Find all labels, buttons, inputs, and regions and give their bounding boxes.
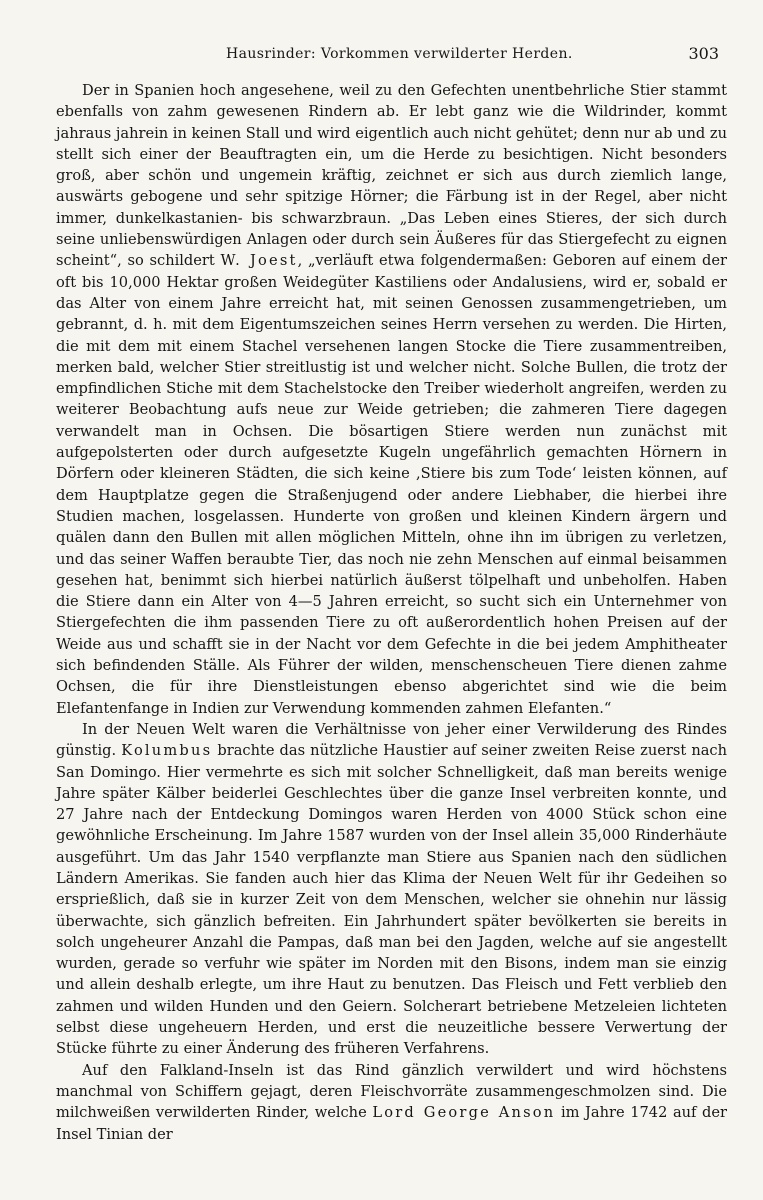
paragraph-falkland-islands [56,1060,727,1145]
running-head-title: Hausrinder: Vorkommen verwilderter Herden. [226,46,573,62]
paragraph-text: , „verläuft etwa folgendermaßen: Geboren auf einem der oft bis 10,000 Hektar großen Weidegüter Kastiliens oder Andalusiens, wird er, sobald er das Alter von einem Jahre erreicht hat, mit seinen Genossen zusammengetrieben, um gebrannt, d. h. mit dem Eigentumszeichen seines Herrn versehen zu werden. Die Hirten, die mit dem mit einem Stachel versehenen langen Stocke die Tiere zusammentreiben, merken bald, welcher Stier streitlustig ist und welcher nicht. Solche Bullen, die trotz der empfindlichen Stiche mit dem Stachelstocke den Treiber wiederholt angreifen, werden zu weiterer Beobachtung aufs neue zur Weide getrieben; die zahmeren Tiere dagegen verwandelt man in Ochsen. Die bösartigen Stiere werden nun zunächst mit aufgepolsterten oder durch aufgesetzte Kugeln ungefährlich gemachten Hörnern in Dörfern oder kleineren Städten, die sich keine ‚Stiere bis zum Tode‘ leisten können, auf dem Hauptplatze gegen die Straßenjugend oder andere Liebhaber, die hierbei ihre Studien machen, losgelassen. Hunderte von großen und kleinen Kindern ärgern und quälen dann den Bullen mit allen möglichen Mitteln, ohne ihn im übrigen zu verletzen, und das seiner Waffen beraubte Tier, das noch nie zehn Menschen auf einmal beisammen gesehen hat, benimmt sich hierbei natürlich äußerst tölpelhaft und unbeholfen. Haben die Stiere dann ein Alter von 4—5 Jahren erreicht, so sucht sich ein Unternehmer von Stiergefechten die ihm passenden Tiere zu oft außerordentlich hohen Preisen auf der Weide aus und schafft sie in der Nacht vor dem Gefechte in die bei jedem Amphitheater sich befindenden Ställe. Als Führer der wilden, menschenscheuen Tiere dienen zahme Ochsen, die für ihre Dienstleistungen ebenso abgerichtet sind wie die beim Elefantenfange in Indien zur Verwendung kommenden zahmen Elefanten.“ [56,252,728,717]
person-name: Kolumbus [121,742,213,760]
paragraph-text: im Jahre 1742 auf der Insel Tinian der [56,1104,728,1143]
paragraph-spanish-fighting-bull [56,80,727,719]
paragraph-text: Der in Spanien hoch angesehene, weil zu den Gefechten unentbehrliche Stier stammt ebenfalls von zahm gewesenen Rindern ab. Er lebt ganz wie die Wildrinder, kommt jahraus jahrein in keinen Stall und wird eigentlich auch nicht gehütet; denn nur ab und zu stellt sich einer der Beauftragten ein, um die Herde zu besichtigen. Nicht besonders groß, aber schön und ungemein kräftig, zeichnet er sich aus durch ziemlich lange, auswärts gebogene und sehr spitzige Hörner; die Färbung ist in der Regel, aber nicht immer, dunkelkastanien- bis schwarzbraun. „Das Leben eines Stieres, der sich durch seine unliebenswürdigen Anlagen oder durch sein Äußeres für das Stiergefecht zu eignen scheint“, so schildert [56,82,727,270]
author-name: W. Joest [220,252,298,270]
paragraph-new-world-cattle [56,719,727,1060]
body-text [56,80,727,1145]
person-name: Lord George Anson [372,1104,556,1122]
page-number: 303 [688,44,719,63]
paragraph-text: In der Neuen Welt waren die Verhältnisse von jeher einer Verwilderung des Rindes günstig. [56,720,727,760]
paragraph-text: brachte das nützliche Haustier auf seiner zweiten Reise zuerst nach San Domingo. Hier vermehrte es sich mit solcher Schnelligkeit, daß man bereits wenige Jahre später Kälber beiderlei Geschlechtes über die ganze Insel verbreiten konnte, und 27 Jahre nach der Entdeckung Domingos waren Herden von 4000 Stück schon eine gewöhnliche Erscheinung. Im Jahre 1587 wurden von der Insel allein 35,000 Rinderhäute ausgeführt. Um das Jahr 1540 verpflanzte man Stiere aus Spanien nach den südlichen Ländern Amerikas. Sie fanden auch hier das Klima der Neuen Welt für ihr Gedeihen so ersprießlich, daß sie in kurzer Zeit von dem Menschen, welcher sie ohnehin nur lässig überwachte, sich gänzlich befreiten. Ein Jahrhundert später bevölkerten sie bereits in solch ungeheurer Anzahl die Pampas, daß man bei den Jagden, welche auf sie angestellt wurden, gerade so verfuhr wie später im Norden mit den Bisons, indem man sie einzig und allein deshalb erlegte, um ihre Haut zu benutzen. Das Fleisch und Fett verblieb den zahmen und wilden Hunden und den Geiern. Solcherart betriebene Metzeleien lichteten selbst diese ungeheuern Herden, und erst die neuzeitliche bessere Verwertung der Stücke führte zu einer Änderung des früheren Verfahrens. [56,742,727,1058]
running-head [56,34,727,74]
paragraph-text: Auf den Falkland-Inseln ist das Rind gänzlich verwildert und wird höchstens manchmal von Schiffern gejagt, deren Fleischvorräte zusammengeschmolzen sind. Die milchweißen verwilderten Rinder, welche [56,1061,727,1122]
